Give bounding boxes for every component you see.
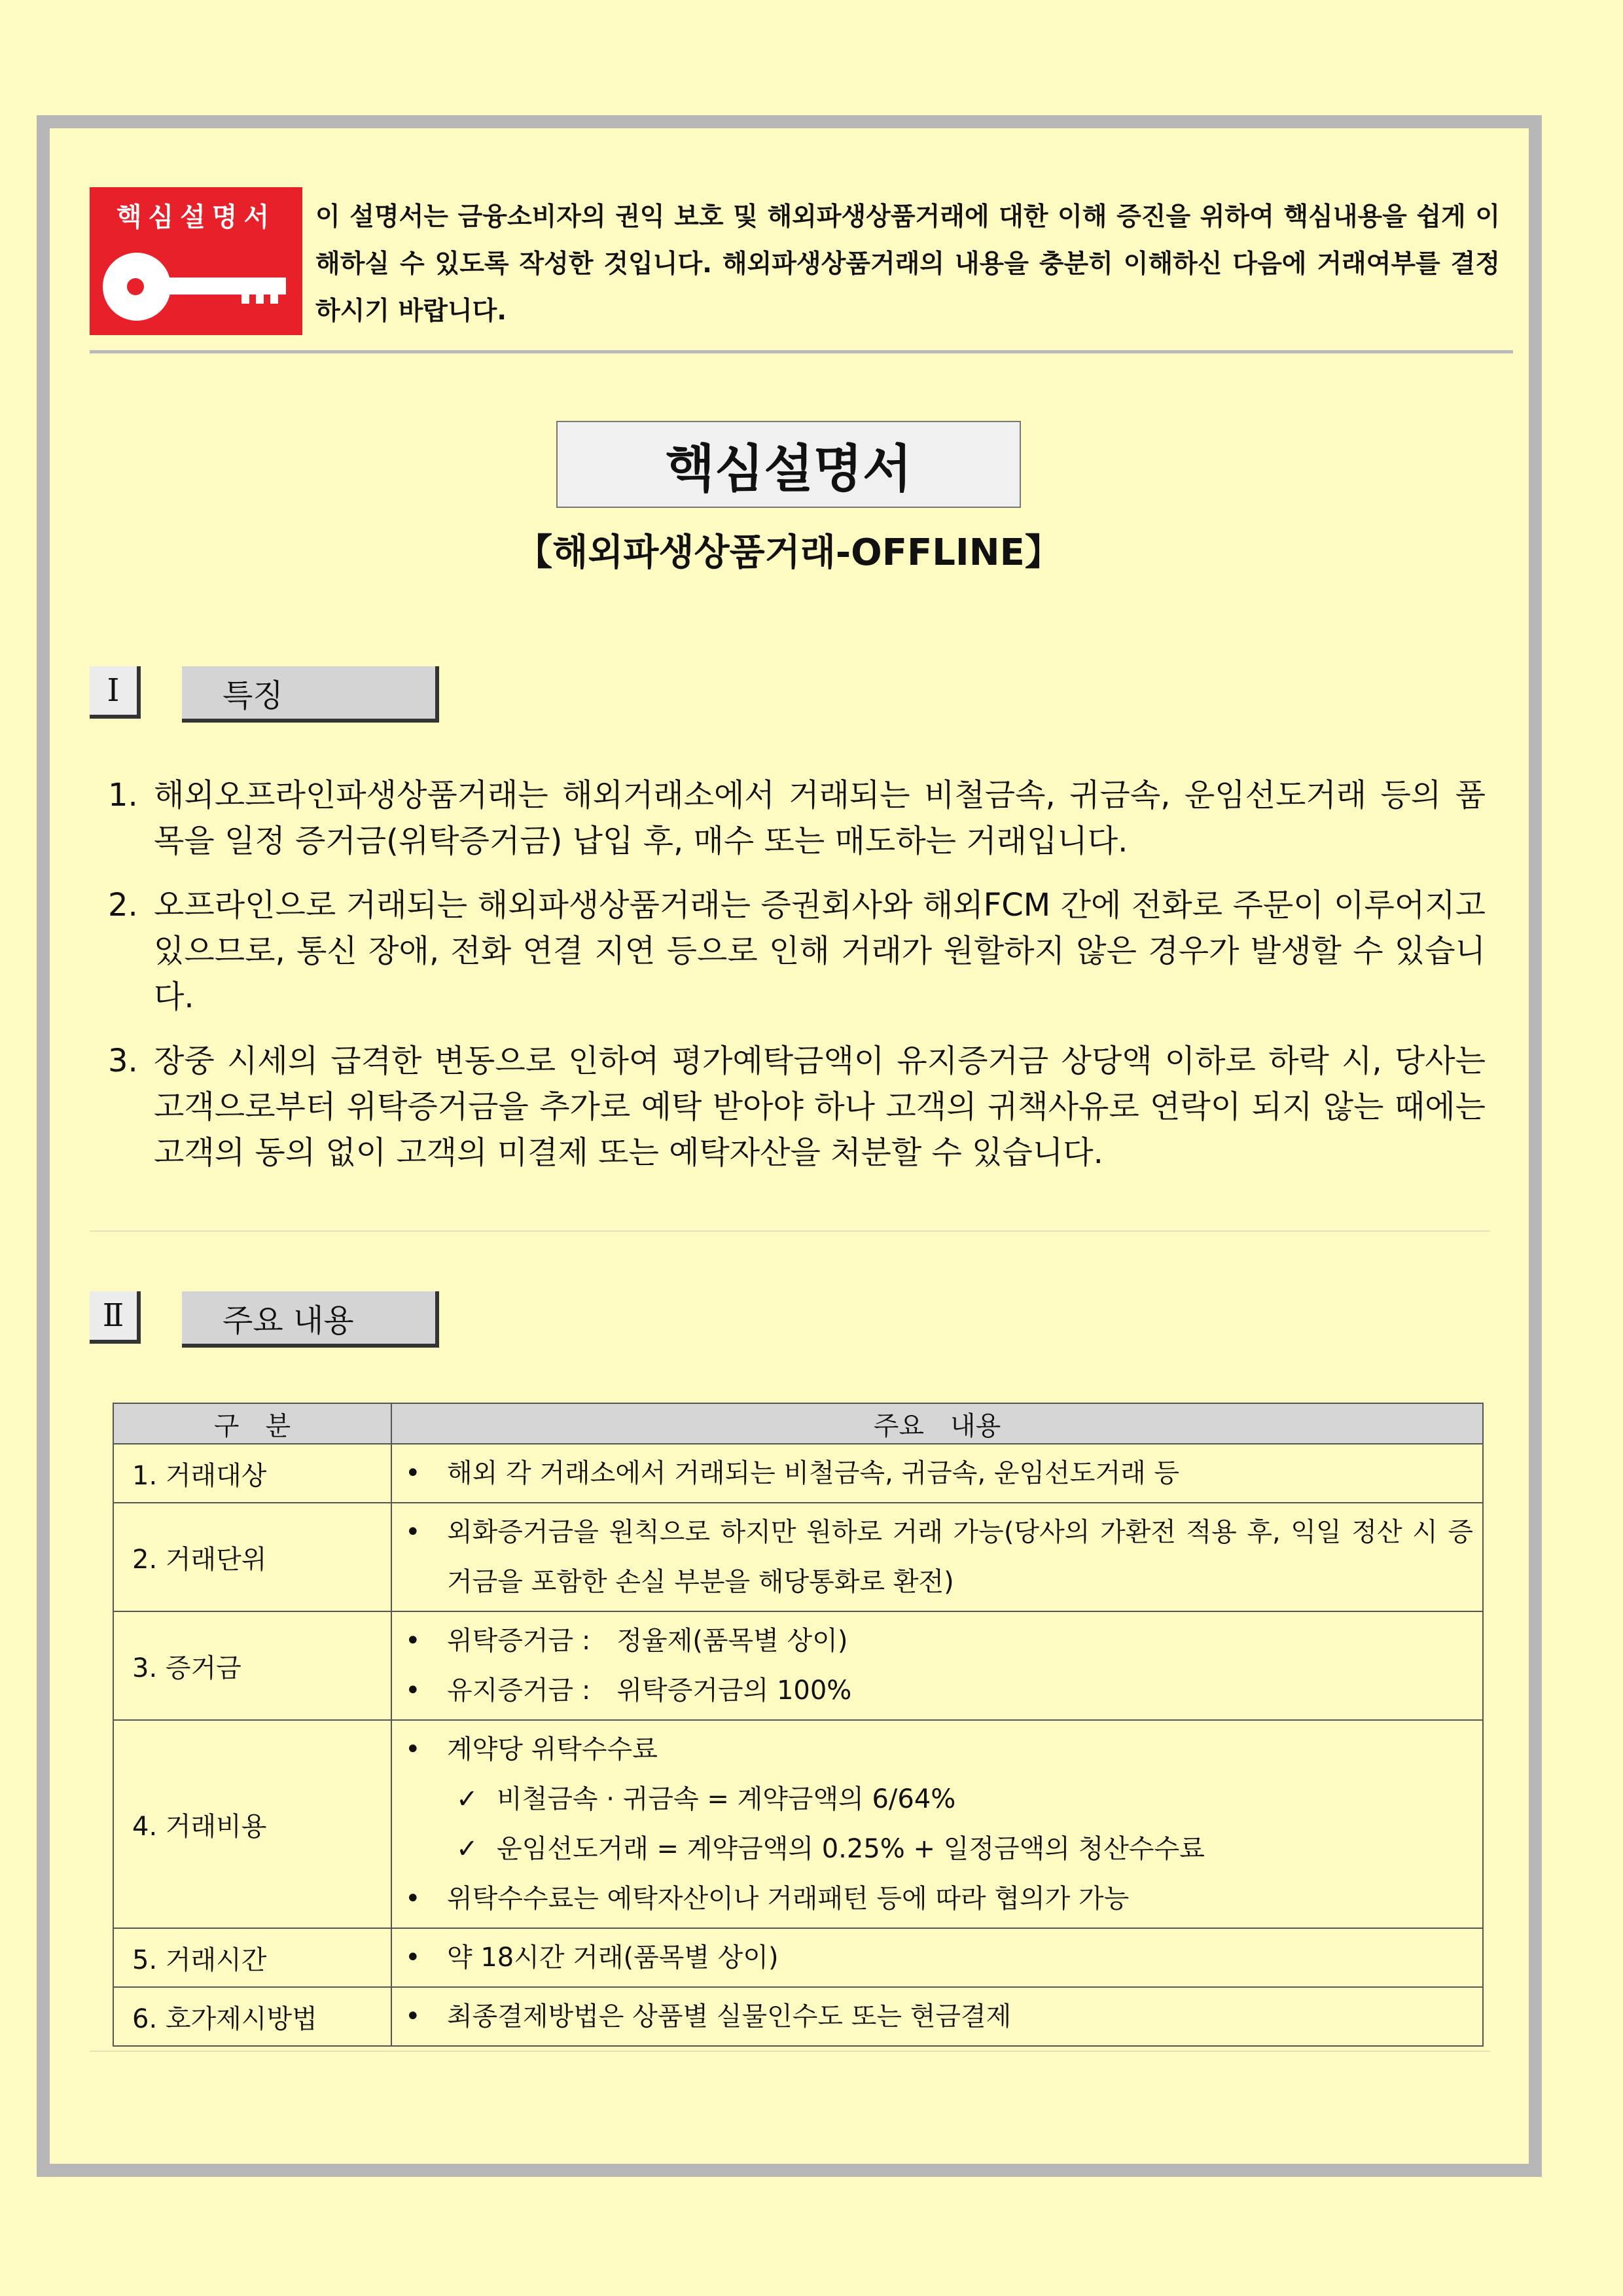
page-subtitle: 【해외파생상품거래-OFFLINE】 <box>516 531 1061 574</box>
bullet-icon: • <box>405 1943 421 1973</box>
header-divider <box>90 350 1513 353</box>
bullet-icon: • <box>405 1458 421 1488</box>
check-icon: ✓ <box>456 1834 478 1864</box>
list-item <box>108 1038 1486 1175</box>
section1-title: 특징 <box>182 666 439 723</box>
table-header-content: 주요 내용 <box>391 1403 1483 1444</box>
row-content <box>391 1720 1483 1928</box>
item-text: 해외오프라인파생상품거래는 해외거래소에서 거래되는 비철금속, 귀금속, 운임선도거래 등의 품목을 일정 증거금(위탁증거금) 납입 후, 매수 또는 매도하는 거래입니다. <box>154 777 1486 859</box>
table-row <box>113 1987 1483 2046</box>
key-icon <box>90 187 302 335</box>
bullet-icon: • <box>405 1884 421 1914</box>
bottom-divider <box>90 2051 1490 2052</box>
item-number: 1. <box>108 777 138 814</box>
row-category: 1. 거래대상 <box>113 1444 391 1503</box>
list-item <box>108 772 1486 864</box>
table-row <box>113 1503 1483 1611</box>
bullet-text: 위탁증거금 : 정율제(품목별 상이) <box>447 1626 848 1656</box>
item-text: 장중 시세의 급격한 변동으로 인하여 평가예탁금액이 유지증거금 상당액 이하로 하락 시, 당사는 고객으로부터 위탁증거금을 추가로 예탁 받아야 하나 고객의 귀책사유로 연락이 되지 않는 때에는 고객의 동의 없이 고객의 미결제 또는 예탁자산을 처분할 수 있습니다. <box>154 1043 1486 1171</box>
row-category: 4. 거래비용 <box>113 1720 391 1928</box>
list-item <box>108 882 1486 1020</box>
item-text: 오프라인으로 거래되는 해외파생상품거래는 증권회사와 해외FCM 간에 전화로 주문이 이루어지고 있으므로, 통신 장애, 전화 연결 지연 등으로 인해 거래가 원할하지 않은 경우가 발생할 수 있습니다. <box>154 887 1486 1015</box>
table-header-category: 구 분 <box>113 1403 391 1444</box>
bullet-text: 외화증거금을 원칙으로 하지만 원하로 거래 가능(당사의 가환전 적용 후, 익일 정산 시 증거금을 포함한 손실 부분을 해당통화로 환전) <box>447 1517 1473 1597</box>
bullet-icon: • <box>405 1517 421 1547</box>
row-content <box>391 1444 1483 1503</box>
row-category: 2. 거래단위 <box>113 1503 391 1611</box>
bullet-icon: • <box>405 1626 421 1656</box>
table-row <box>113 1444 1483 1503</box>
page-title: 핵심설명서 <box>556 421 1021 508</box>
bullet-text: 약 18시간 거래(품목별 상이) <box>447 1943 779 1973</box>
key-badge <box>90 187 302 335</box>
row-category: 6. 호가제시방법 <box>113 1987 391 2046</box>
item-number: 2. <box>108 887 138 924</box>
section-divider <box>90 1230 1490 1232</box>
check-text: 운임선도거래 = 계약금액의 0.25% + 일정금액의 청산수수료 <box>497 1834 1205 1864</box>
bullet-text: 해외 각 거래소에서 거래되는 비철금속, 귀금속, 운임선도거래 등 <box>447 1458 1180 1488</box>
row-content <box>391 1928 1483 1987</box>
row-content <box>391 1503 1483 1611</box>
check-icon: ✓ <box>456 1784 478 1814</box>
bullet-text: 유지증거금 : 위탁증거금의 100% <box>447 1676 852 1706</box>
bullet-text: 계약당 위탁수수료 <box>447 1734 658 1765</box>
table-row <box>113 1720 1483 1928</box>
section1-number: Ⅰ <box>90 666 141 719</box>
section2-title: 주요 내용 <box>182 1291 439 1348</box>
row-category: 5. 거래시간 <box>113 1928 391 1987</box>
bullet-icon: • <box>405 1734 421 1765</box>
bullet-icon: • <box>405 2001 421 2032</box>
table-row <box>113 1928 1483 1987</box>
summary-table <box>113 1403 1484 2047</box>
badge-label: 핵심설명서 <box>116 202 276 232</box>
check-text: 비철금속 · 귀금속 = 계약금액의 6/64% <box>497 1784 956 1814</box>
feature-list <box>108 772 1486 1194</box>
table-header-row <box>113 1403 1483 1444</box>
item-number: 3. <box>108 1043 138 1079</box>
notice-text: 이 설명서는 금융소비자의 권익 보호 및 해외파생상품거래에 대한 이해 증진을 위하여 핵심내용을 쉽게 이해하실 수 있도록 작성한 것입니다. 해외파생상품거래의 내용을 충분히 이해하신 다음에 거래여부를 결정하시기 바랍니다. <box>315 202 1500 326</box>
row-content <box>391 1611 1483 1720</box>
bullet-text: 위탁수수료는 예탁자산이나 거래패턴 등에 따라 협의가 가능 <box>447 1884 1130 1914</box>
bullet-icon: • <box>405 1676 421 1706</box>
bullet-text: 최종결제방법은 상품별 실물인수도 또는 현금결제 <box>447 2001 1012 2032</box>
section2-number: Ⅱ <box>90 1291 141 1344</box>
table-row <box>113 1611 1483 1720</box>
row-category: 3. 증거금 <box>113 1611 391 1720</box>
row-content <box>391 1987 1483 2046</box>
